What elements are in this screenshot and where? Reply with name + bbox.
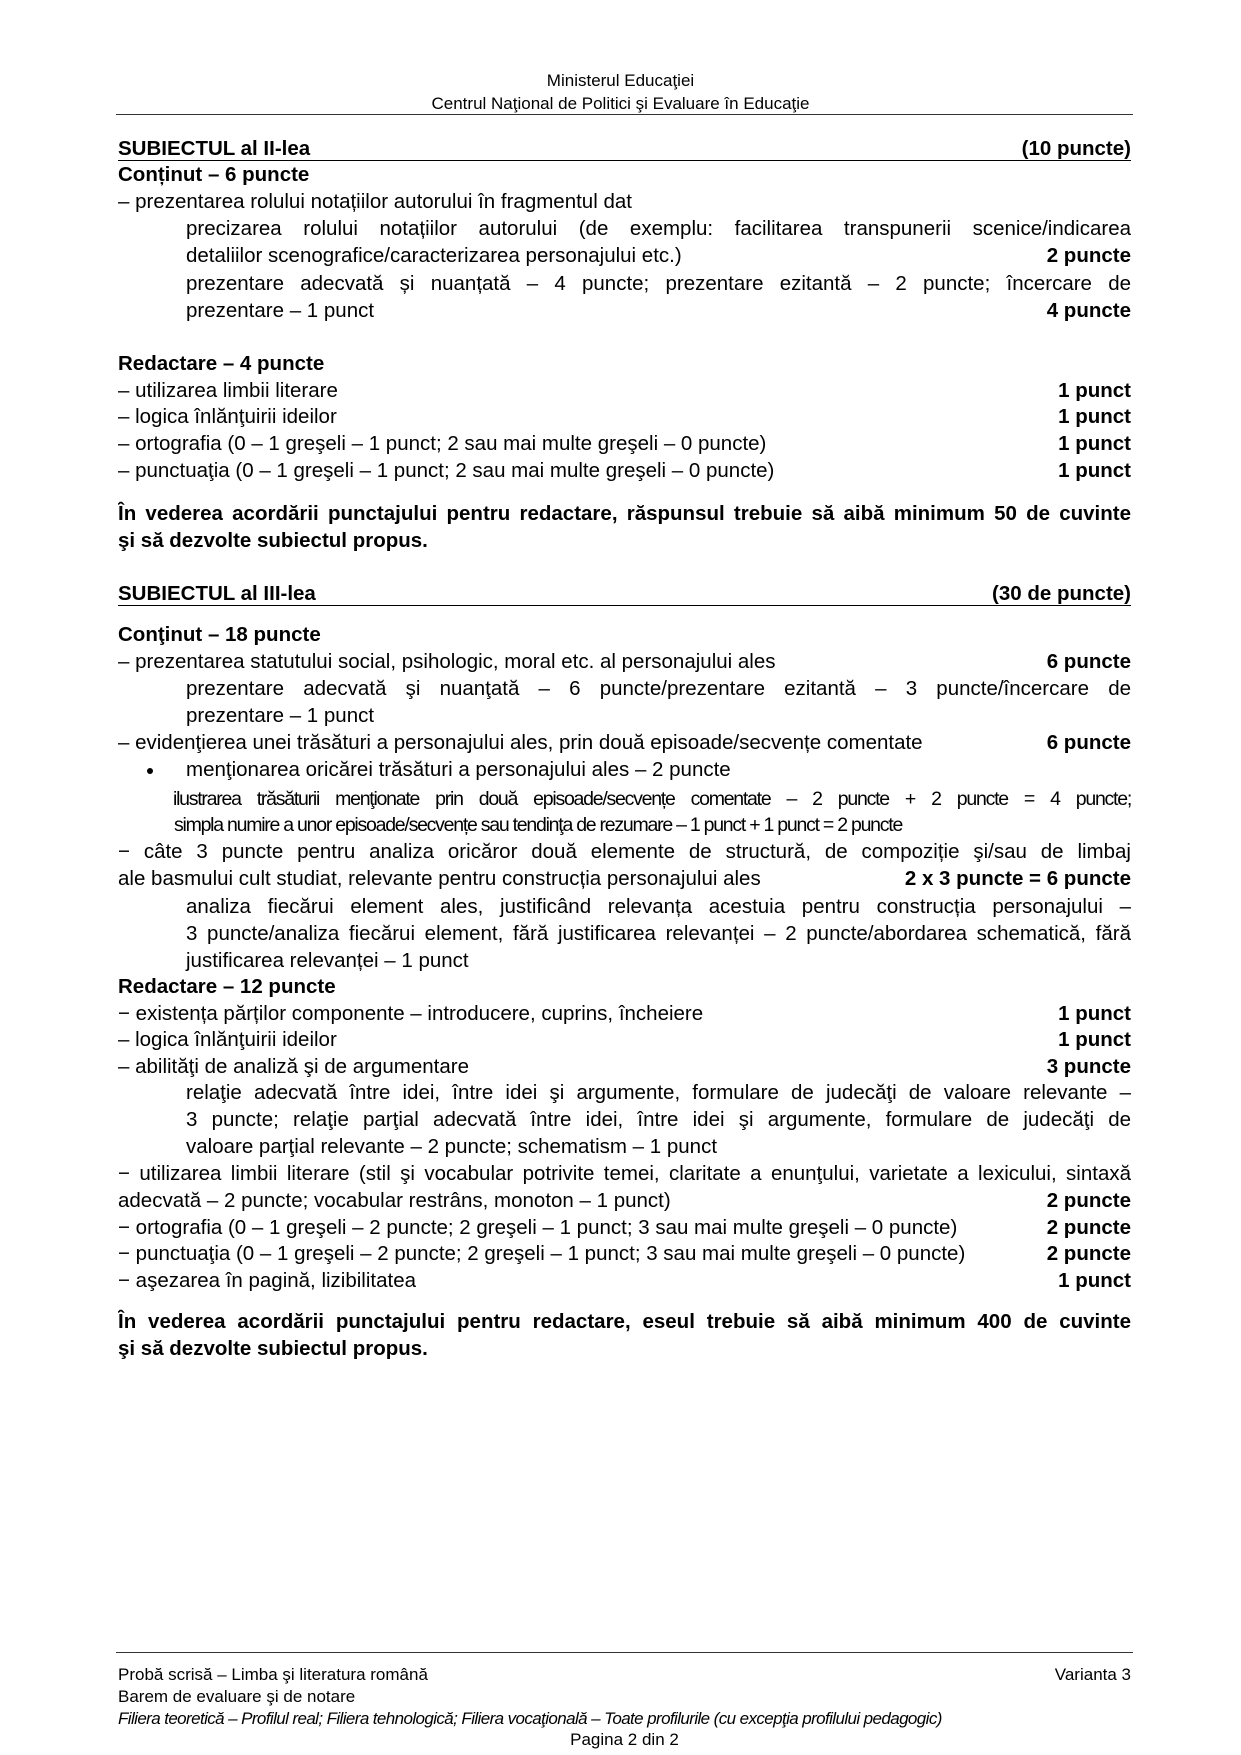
line-text: – prezentarea rolului notațiilor autorului în fragmentul dat	[118, 190, 632, 213]
s3-redactare-line: 3 puncte; relaţie parţial adecvată între idei, între idei şi argumente, formulare de judecăţi de	[186, 1108, 1131, 1131]
s2-redactare-line	[118, 378, 1131, 404]
s3-content-line	[118, 866, 1131, 892]
s3-redactare-line	[118, 1001, 1131, 1027]
s3-redactare-line	[118, 1268, 1131, 1294]
line-text: detaliilor scenografice/caracterizarea personajului etc.)	[186, 244, 682, 267]
s2-bullet	[161, 216, 1131, 242]
s2-note: În vederea acordării punctajului pentru redactare, răspunsul trebuie să aibă minimum 50 de cuvinte	[118, 502, 1131, 525]
s3-redactare-line	[118, 1241, 1131, 1267]
line-text: prezentare – 1 punct	[186, 299, 375, 322]
line-text: menţionarea oricărei trăsături a personajului ales – 2 puncte	[186, 758, 731, 781]
points-label: 2 puncte	[1046, 244, 1131, 267]
s2-redactare-heading: Redactare – 4 puncte	[118, 352, 325, 375]
bullet-icon	[147, 768, 153, 774]
line-text: adecvată – 2 puncte; vocabular restrâns, monoton – 1 punct)	[118, 1189, 671, 1212]
line-text: − ortografia (0 – 1 greşeli – 2 puncte; 2 greşeli – 1 punct; 3 sau mai multe greşeli – 0 puncte)	[118, 1216, 958, 1239]
line-text: – logica înlănţuirii ideilor	[118, 405, 337, 428]
s3-points: (30 de puncte)	[992, 582, 1131, 605]
points-label: 1 punct	[1058, 459, 1131, 482]
s3-redactare-line: − utilizarea limbii literare (stil şi vocabular potrivite temei, claritate a enunţului, varietate a lexicului, sintaxă	[118, 1162, 1131, 1185]
footer-rule	[116, 1652, 1133, 1653]
s3-content-line: justificarea relevanței – 1 punct	[186, 949, 469, 972]
s3-redactare-line	[118, 1054, 1131, 1080]
s2-content-line	[186, 298, 1131, 324]
s2-points: (10 puncte)	[1021, 137, 1131, 160]
s3-content-line: 3 puncte/analiza fiecărui element, fără justificarea relevanței – 2 puncte/abordarea schematică, fără	[186, 922, 1131, 945]
line-text: simpla numire a unor episoade/secvențe sau tendinţa de rezumare – 1 punct + 1 punct = 2 puncte	[174, 814, 903, 836]
s2-redactare-line	[118, 458, 1131, 484]
s3-bullet	[161, 757, 1131, 783]
footer-doc: Barem de evaluare şi de notare	[118, 1687, 356, 1706]
s2-bullet	[161, 271, 1131, 297]
line-text: – logica înlănţuirii ideilor	[118, 1028, 337, 1051]
s3-redactare-line: valoare parţial relevante – 2 puncte; schematism – 1 punct	[186, 1135, 718, 1158]
line-text: – evidenţierea unei trăsături a personajului ales, prin două episoade/secvențe comentate	[118, 731, 923, 754]
s2-redactare-line	[118, 404, 1131, 430]
footer-page-number: Pagina 2 din 2	[570, 1730, 679, 1749]
s3-content-line: − câte 3 puncte pentru analiza oricăror două elemente de structură, de compoziție şi/sau de limbaj	[118, 840, 1131, 863]
footer-variant: Varianta 3	[1054, 1665, 1131, 1684]
points-label: 3 puncte	[1046, 1055, 1131, 1078]
s2-redactare-line	[118, 431, 1131, 457]
points-label: 2 puncte	[1046, 1216, 1131, 1239]
line-text: prezentare – 1 punct	[186, 704, 375, 727]
s3-content-line	[186, 703, 1131, 729]
points-label: 2 x 3 puncte = 6 puncte	[904, 867, 1131, 890]
points-label: 1 punct	[1058, 432, 1131, 455]
points-label: 2 puncte	[1046, 1242, 1131, 1265]
line-text: prezentare adecvată și nuanțată – 4 puncte; prezentare ezitantă – 2 puncte; încercare de	[186, 272, 1131, 295]
s3-note: şi să dezvolte subiectul propus.	[118, 1337, 428, 1360]
points-label: 1 punct	[1058, 1269, 1131, 1292]
line-text: prezentare adecvată şi nuanţată – 6 puncte/prezentare ezitantă – 3 puncte/încercare de	[186, 677, 1131, 700]
s3-content-heading: Conţinut – 18 puncte	[118, 623, 321, 646]
line-text: ilustrarea trăsăturii menţionate prin două episoade/secvențe comentate – 2 puncte + 2 puncte = 4 puncte;	[173, 788, 1131, 810]
s3-redactare-line	[118, 1188, 1131, 1214]
s2-content-line	[186, 243, 1131, 269]
points-label: 4 puncte	[1046, 299, 1131, 322]
s2-title-row	[118, 136, 1131, 161]
header-rule	[116, 114, 1133, 115]
s2-note: şi să dezvolte subiectul propus.	[118, 529, 428, 552]
line-text: precizarea rolului notațiilor autorului (de exemplu: facilitarea transpunerii scenice/indicarea	[186, 217, 1131, 240]
line-text: – utilizarea limbii literare	[118, 379, 338, 402]
s3-content-line	[118, 730, 1131, 756]
points-label: 1 punct	[1058, 405, 1131, 428]
footer-profile: Filiera teoretică – Profilul real; Filiera tehnologică; Filiera vocaţională – Toate profilurile (cu excepţia profilului pedagogic)	[118, 1709, 942, 1728]
s3-bullet	[161, 676, 1131, 702]
points-label: 1 punct	[1058, 379, 1131, 402]
s3-redactare-line	[118, 1027, 1131, 1053]
footer-row	[118, 1664, 1131, 1686]
s3-redactare-heading: Redactare – 12 puncte	[118, 975, 336, 998]
line-text: − punctuaţia (0 – 1 greşeli – 2 puncte; 2 greşeli – 1 punct; 3 sau mai multe greşeli – 0 puncte)	[118, 1242, 966, 1265]
line-text: – punctuaţia (0 – 1 greşeli – 1 punct; 2 sau mai multe greşeli – 0 puncte)	[118, 459, 775, 482]
s3-content-line	[174, 812, 1119, 838]
line-text: relaţie adecvată între idei, între idei şi argumente, formulare de judecăţi de valoare relevante –	[186, 1081, 1131, 1104]
s3-content-line	[118, 649, 1131, 675]
points-label: 1 punct	[1058, 1002, 1131, 1025]
line-text: – prezentarea statutului social, psihologic, moral etc. al personajului ales	[118, 650, 776, 673]
s2-title: SUBIECTUL al II-lea	[118, 137, 311, 160]
s3-bullet	[161, 894, 1131, 920]
line-text: – ortografia (0 – 1 greşeli – 1 punct; 2 sau mai multe greşeli – 0 puncte)	[118, 432, 767, 455]
points-label: 2 puncte	[1046, 1189, 1131, 1212]
s3-bullet	[161, 786, 1131, 812]
line-text: − existența părților componente – introducere, cuprins, încheiere	[118, 1002, 704, 1025]
line-text: – abilităţi de analiză şi de argumentare	[118, 1055, 469, 1078]
points-label: 1 punct	[1058, 1028, 1131, 1051]
s2-content-line	[118, 189, 1131, 215]
s3-note: În vederea acordării punctajului pentru redactare, eseul trebuie să aibă minimum 400 de cuvinte	[118, 1310, 1131, 1333]
line-text: ale basmului cult studiat, relevante pentru construcția personajului ales	[118, 867, 761, 890]
s3-redactare-line	[118, 1215, 1131, 1241]
s3-title-row	[118, 581, 1131, 606]
line-text: − aşezarea în pagină, lizibilitatea	[118, 1269, 417, 1292]
header-ministry: Ministerul Educaţiei	[546, 71, 695, 90]
points-label: 6 puncte	[1046, 731, 1131, 754]
s2-content-heading: Conținut – 6 puncte	[118, 163, 310, 186]
s3-bullet	[161, 1080, 1131, 1106]
line-text: analiza fiecărui element ales, justificând relevanța acestuia pentru construcția personajului –	[186, 895, 1131, 918]
s3-title: SUBIECTUL al III-lea	[118, 582, 316, 605]
header-center: Centrul Naţional de Politici şi Evaluare în Educaţie	[431, 94, 810, 113]
points-label: 6 puncte	[1046, 650, 1131, 673]
footer-exam: Probă scrisă – Limba şi literatura română	[118, 1665, 428, 1684]
